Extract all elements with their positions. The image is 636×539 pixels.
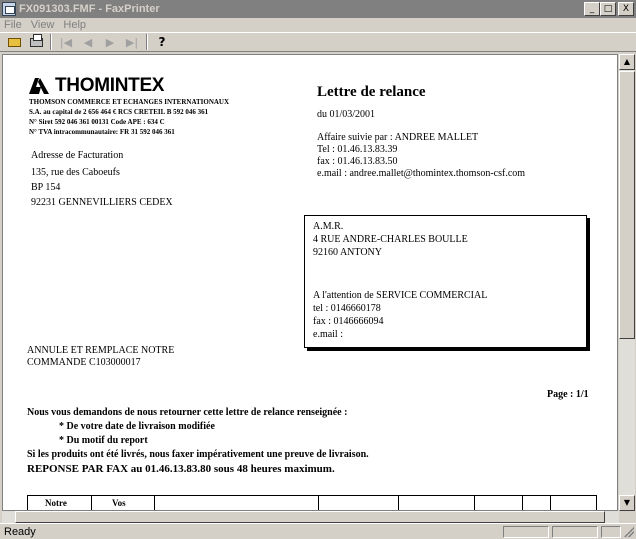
- annule-line: ANNULE ET REMPLACE NOTRE: [27, 345, 175, 356]
- document-viewport[interactable]: [2, 54, 618, 511]
- order-table: [27, 495, 597, 511]
- menu-view[interactable]: View: [30, 19, 55, 31]
- intro-line: Nous vous demandons de nous retourner cette lettre de relance renseignée :: [27, 407, 348, 418]
- close-button[interactable]: X: [618, 2, 634, 16]
- status-text: Ready: [4, 525, 36, 538]
- contact-info: [317, 132, 525, 180]
- company-logo: [29, 75, 164, 97]
- open-folder-icon[interactable]: [6, 34, 22, 50]
- recipient-line: A.M.R.: [313, 221, 344, 232]
- recipient-fax: fax : 0146666094: [313, 316, 384, 327]
- status-panel: [601, 526, 621, 538]
- billing-label: Adresse de Facturation: [31, 150, 124, 161]
- print-icon[interactable]: [28, 34, 44, 50]
- first-page-icon[interactable]: |◀: [59, 35, 73, 49]
- table-column-divider: [522, 496, 523, 511]
- window-title: FX091303.FMF - FaxPrinter: [19, 3, 160, 15]
- company-legal-info: [29, 97, 229, 137]
- legal-line: N° Siret 592 046 361 00131 Code APE : 634 C: [29, 118, 165, 126]
- previous-page-icon[interactable]: ◀: [83, 35, 93, 49]
- menu-help[interactable]: Help: [63, 19, 87, 31]
- vertical-scroll-thumb[interactable]: [619, 71, 635, 339]
- toolbar-separator: [146, 34, 148, 50]
- billing-line: 92231 GENNEVILLIERS CEDEX: [31, 197, 173, 208]
- menu-file[interactable]: File: [4, 19, 22, 31]
- page-number: Page : 1/1: [547, 389, 589, 400]
- minimize-button[interactable]: _: [584, 2, 600, 16]
- table-column-divider: [318, 496, 319, 511]
- recipient-email: e.mail :: [313, 329, 343, 340]
- legal-line: THOMSON COMMERCE ET ECHANGES INTERNATIONAUX: [29, 98, 230, 106]
- billing-address: [31, 149, 173, 211]
- window-controls: [584, 2, 634, 16]
- recipient-box: [304, 215, 587, 348]
- toolbar: [0, 32, 636, 52]
- billing-line: 135, rue des Caboeufs: [31, 167, 120, 178]
- bullet-item: * Du motif du report: [59, 435, 148, 446]
- thomintex-logo-icon: [29, 78, 49, 94]
- contact-line: Tel : 01.46.13.83.39: [317, 144, 398, 155]
- table-column-divider: [398, 496, 399, 511]
- table-column-divider: [91, 496, 92, 511]
- status-bar: [0, 523, 636, 539]
- table-column-divider: [474, 496, 475, 511]
- resize-grip-icon[interactable]: [624, 527, 634, 537]
- menu-bar: [0, 18, 636, 32]
- company-name: THOMINTEX: [55, 75, 165, 96]
- app-fax-icon: [2, 2, 16, 16]
- letter-body: [27, 406, 369, 476]
- table-header: Vos: [112, 498, 126, 508]
- legal-line: N° TVA intracommunautaire: FR 31 592 046 361: [29, 128, 175, 136]
- letter-title: Lettre de relance: [317, 84, 426, 100]
- help-icon[interactable]: ?: [158, 35, 166, 49]
- recipient-attention: A l'attention de SERVICE COMMERCIAL: [313, 290, 488, 301]
- maximize-button[interactable]: □: [600, 2, 616, 16]
- horizontal-scroll-thumb[interactable]: [15, 511, 605, 523]
- legal-line: S.A. au capital de 2 656 464 € RCS CRETEIL B 592 046 361: [29, 108, 209, 116]
- delivered-note: Si les produits ont été livrés, nous faxer impérativement une preuve de livraison.: [27, 449, 369, 460]
- reponse-line: REPONSE PAR FAX au 01.46.13.83.80 sous 48 heures maximum.: [27, 463, 335, 475]
- recipient-line: 4 RUE ANDRE-CHARLES BOULLE: [313, 234, 468, 245]
- bullet-item: * De votre date de livraison modifiée: [59, 421, 215, 432]
- toolbar-separator: [50, 34, 52, 50]
- horizontal-scrollbar[interactable]: [2, 511, 619, 523]
- annule-notice: [27, 345, 174, 369]
- fax-page: [3, 55, 618, 511]
- status-panel: [552, 526, 598, 538]
- letter-date: du 01/03/2001: [317, 109, 376, 120]
- scroll-down-icon[interactable]: ▼: [619, 495, 635, 511]
- vertical-scrollbar[interactable]: [619, 54, 635, 511]
- table-column-divider: [154, 496, 155, 511]
- spacer: [313, 259, 586, 289]
- scroll-up-icon[interactable]: ▲: [619, 54, 635, 70]
- contact-line: fax : 01.46.13.83.50: [317, 156, 398, 167]
- next-page-icon[interactable]: ▶: [105, 35, 115, 49]
- title-bar[interactable]: [0, 0, 636, 18]
- table-column-divider: [550, 496, 551, 511]
- annule-line: COMMANDE C103000017: [27, 357, 141, 368]
- billing-line: BP 154: [31, 182, 61, 193]
- recipient-line: 92160 ANTONY: [313, 247, 382, 258]
- status-panel: [503, 526, 549, 538]
- last-page-icon[interactable]: ▶|: [125, 35, 139, 49]
- contact-line: Affaire suivie par : ANDREE MALLET: [317, 132, 479, 143]
- table-header: Notre: [45, 498, 67, 508]
- contact-line: e.mail : andree.mallet@thomintex.thomson-csf.com: [317, 168, 526, 179]
- recipient-tel: tel : 0146660178: [313, 303, 381, 314]
